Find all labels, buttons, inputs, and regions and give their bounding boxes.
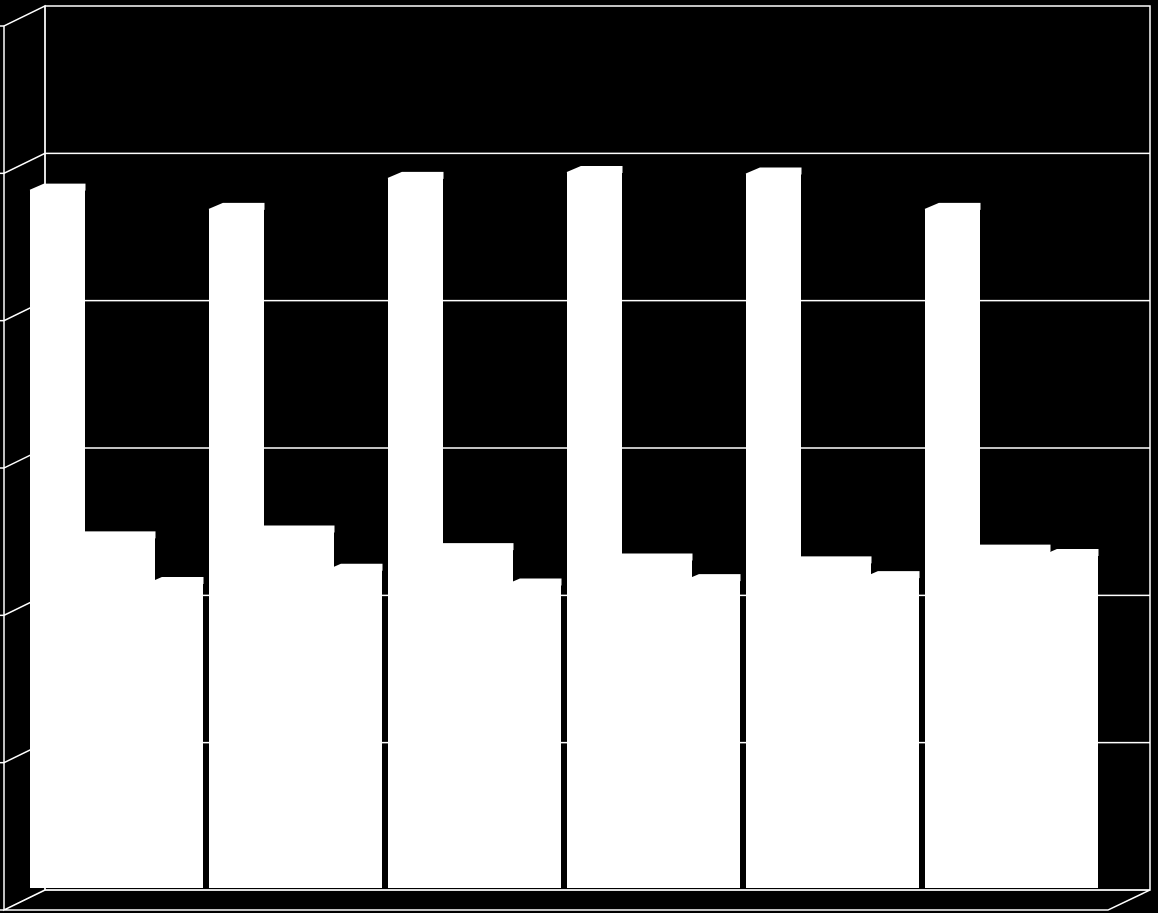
- bar: [506, 585, 561, 888]
- bar: [964, 551, 1050, 888]
- bar: [785, 563, 871, 888]
- bar: [248, 532, 334, 888]
- bar-top: [248, 526, 334, 532]
- bar-top: [746, 168, 801, 174]
- bar: [1043, 556, 1098, 888]
- floor: [4, 890, 1150, 910]
- bar: [864, 578, 919, 888]
- bar: [69, 538, 155, 888]
- bar: [327, 570, 382, 888]
- bar: [606, 560, 692, 888]
- side-gridline: [4, 153, 45, 173]
- bar-top: [209, 203, 264, 209]
- bar-top: [388, 172, 443, 178]
- bar: [685, 581, 740, 888]
- bar-top: [69, 532, 155, 538]
- bar-top: [685, 575, 740, 581]
- bar-top: [606, 554, 692, 560]
- bar-top: [785, 557, 871, 563]
- bar: [148, 584, 203, 888]
- bar-top: [567, 166, 622, 172]
- bar-top: [925, 203, 980, 209]
- bar: [427, 550, 513, 888]
- bar-top: [506, 579, 561, 585]
- bar-top: [427, 544, 513, 550]
- bar-top: [30, 184, 85, 190]
- bar-top: [327, 564, 382, 570]
- bar-top: [864, 572, 919, 578]
- bar-top: [964, 545, 1050, 551]
- bar-top: [1043, 550, 1098, 556]
- bar-top: [148, 578, 203, 584]
